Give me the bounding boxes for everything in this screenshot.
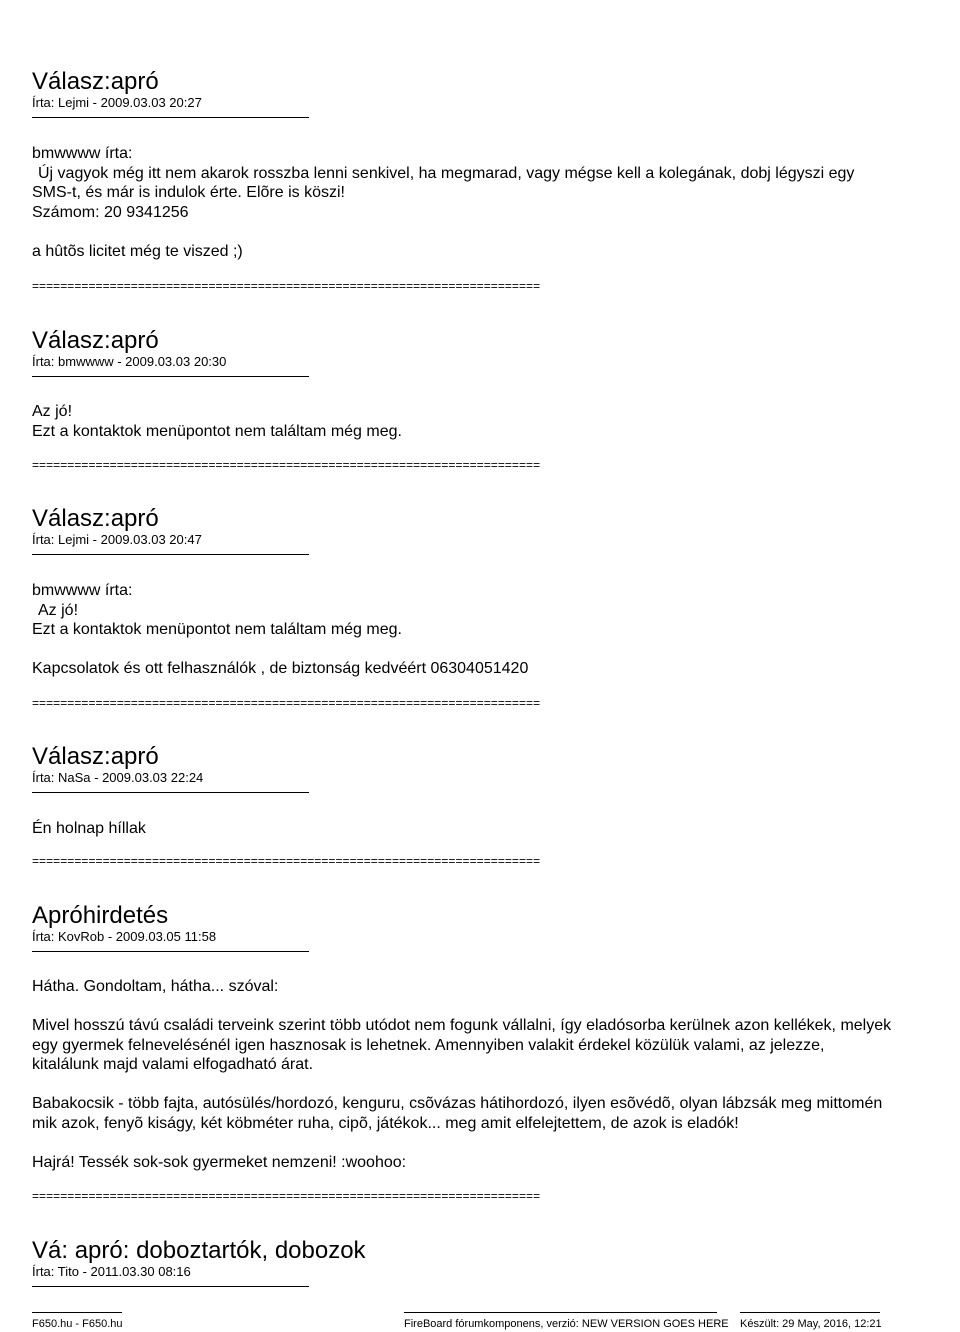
post-title: Apróhirdetés (32, 902, 169, 929)
post-header (32, 903, 932, 952)
post-meta: Írta: Tito - 2011.03.30 08:16 (32, 1264, 191, 1279)
post-meta: Írta: KovRob - 2009.03.05 11:58 (32, 929, 217, 944)
post-text: a hûtõs licitet még te viszed ;) (32, 242, 243, 260)
post-text: Babakocsik - több fajta, autósülés/hordozó, kenguru, csõvázas hátihordozó, ilyen esõvédõ, olyan lábzsák meg mittomén (32, 1095, 883, 1112)
post-header (32, 506, 932, 555)
post-separator: ======================================================================== (32, 458, 541, 472)
post-header (32, 328, 932, 377)
post-body (32, 819, 942, 839)
post-title: Vá: apró: doboztartók, dobozok (32, 1237, 366, 1264)
footer-divider (32, 1312, 122, 1313)
quote-text: Új vagyok még itt nem akarok rosszba lenni senkivel, ha megmarad, vagy mégse kell a kolegának, dobj légyszi egy (38, 164, 855, 182)
post-body (32, 144, 942, 261)
post-divider (32, 792, 309, 793)
post-divider (32, 1286, 309, 1287)
post-meta: Írta: Lejmi - 2009.03.03 20:47 (32, 532, 202, 547)
post-title: Válasz:apró (32, 68, 159, 95)
post-text: egy gyermek felnevelésénél igen hasznosak is lehetnek. Amennyiben valakit érdekel közülük valami, az jelezze, (32, 1036, 825, 1054)
post-title: Válasz:apró (32, 505, 159, 532)
post-text: mik azok, fenyõ kiságy, két köbméter ruha, cipõ, játékok... meg amit elfelejtettem, de azok is eladók! (32, 1114, 739, 1132)
post-separator: ======================================================================== (32, 696, 541, 710)
footer-generated: Készült: 29 May, 2016, 12:21 (740, 1318, 882, 1330)
footer-component: FireBoard fórumkomponens, verzió: NEW VERSION GOES HERE (404, 1318, 729, 1330)
post-divider (32, 554, 309, 555)
post-text: Ezt a kontaktok menüpontot nem találtam még meg. (32, 422, 402, 440)
post-separator: ======================================================================== (32, 854, 541, 868)
post-text: Az jó! (32, 403, 73, 420)
post-title: Válasz:apró (32, 327, 159, 354)
quote-text: Számom: 20 9341256 (32, 203, 189, 221)
post-separator: ======================================================================== (32, 279, 541, 293)
post-text: Mivel hosszú távú családi terveink szerint több utódot nem fogunk vállalni, így eladósorba kerülnek azon kellékek, melyek (32, 1017, 892, 1034)
post-separator: ======================================================================== (32, 1189, 541, 1203)
post-header (32, 1238, 932, 1287)
quote-text: SMS-t, és már is indulok érte. Elõre is köszi! (32, 184, 345, 201)
post-text: Kapcsolatok és ott felhasználók , de biztonság kedvéért 06304051420 (32, 660, 529, 677)
post-text: kitalálunk majd valami elfogadható árat. (32, 1056, 314, 1073)
post-meta: Írta: bmwwww - 2009.03.03 20:30 (32, 354, 227, 369)
post-body (32, 977, 942, 1172)
post-divider (32, 376, 309, 377)
post-meta: Írta: Lejmi - 2009.03.03 20:27 (32, 95, 202, 110)
post-text: Hátha. Gondoltam, hátha... szóval: (32, 978, 279, 995)
post-text: Én holnap híllak (32, 820, 146, 837)
post-divider (32, 951, 309, 952)
footer-divider (740, 1312, 880, 1313)
post-header (32, 744, 932, 793)
quote-author: bmwwww írta: (32, 145, 133, 162)
post-body (32, 581, 942, 679)
quote-author: bmwwww írta: (32, 582, 133, 599)
post-body (32, 402, 942, 441)
post-text: Hajrá! Tessék sok-sok gyermeket nemzeni! :woohoo: (32, 1153, 407, 1171)
post-header (32, 69, 932, 118)
post-meta: Írta: NaSa - 2009.03.03 22:24 (32, 770, 204, 785)
post-title: Válasz:apró (32, 743, 159, 770)
post-divider (32, 117, 309, 118)
footer-site: F650.hu - F650.hu (32, 1318, 123, 1330)
footer-divider (404, 1312, 717, 1313)
quote-text: Ezt a kontaktok menüpontot nem találtam még meg. (32, 621, 402, 638)
quote-text: Az jó! (38, 601, 79, 619)
